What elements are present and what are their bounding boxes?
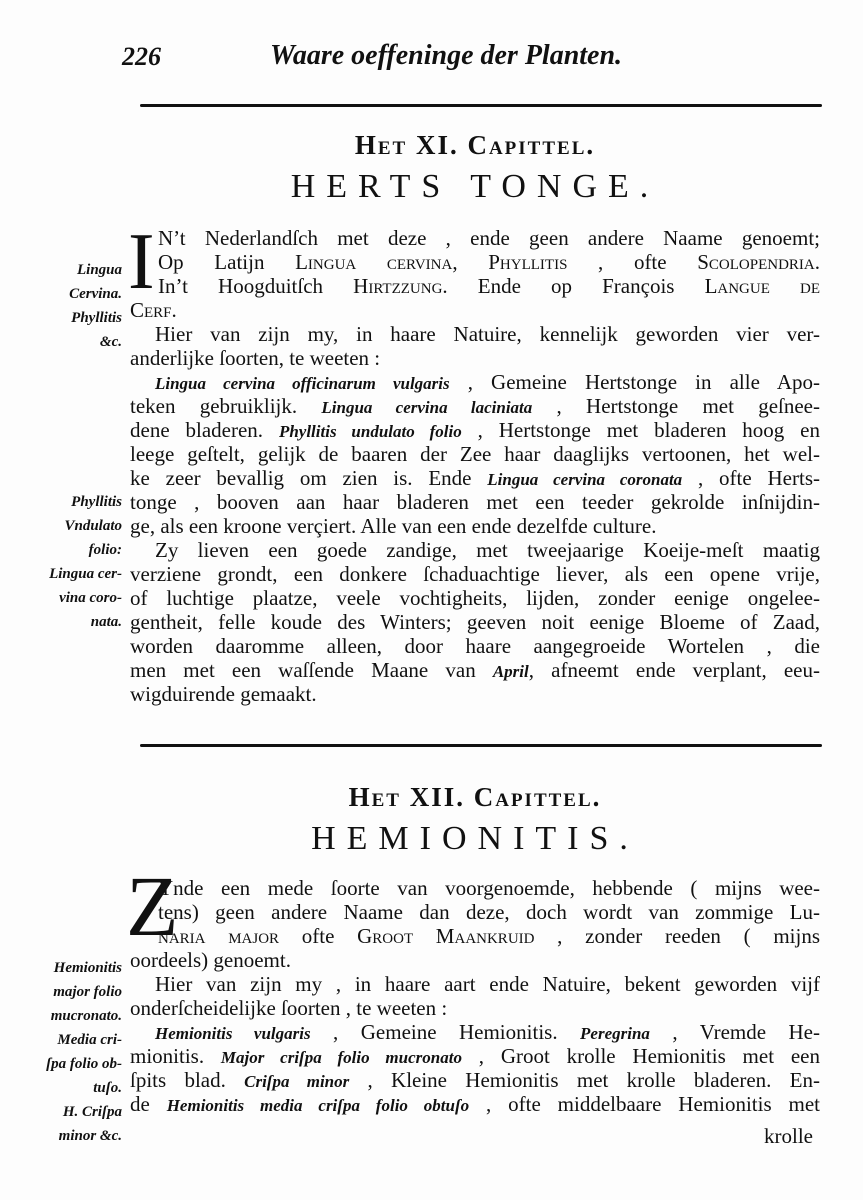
chapter-11-title: HERTS TONGE. [290, 168, 660, 205]
text-segment: verziene grondt, een donkere ſchaduachtige liever, als een opene vrije, [130, 562, 820, 586]
text-segment: of luchtige plaatze, veele vochtigheits, lijden, zonder eenige ongelee- [130, 586, 820, 610]
margin-note: Phyllitis [71, 494, 122, 510]
text-segment: Zy lieven een goede zandige, met tweejaarige Koeije-meſt maatig [155, 538, 820, 562]
chapter-11-heading: Het XI. Capittel. [354, 130, 596, 160]
text-segment: ofte [279, 924, 358, 948]
text-segment: ſpits blad. [130, 1068, 245, 1092]
text-segment: Scolopendria. [697, 250, 820, 274]
text-line [158, 250, 820, 274]
text-line [130, 346, 820, 370]
text-segment: , Vremde He- [649, 1020, 820, 1044]
running-title: Waare oeffeninge der Planten. [270, 40, 623, 71]
text-segment: Hirtzzung. [353, 274, 448, 298]
margin-note: vina coro- [59, 590, 122, 606]
text-segment: Major criſpa folio mucronato [220, 1048, 462, 1067]
text-line [130, 586, 820, 610]
text-line [130, 996, 820, 1020]
text-segment: teken gebruiklijk. [130, 394, 322, 418]
text-segment: Hemionitis vulgaris [155, 1024, 311, 1043]
text-segment: , ofte middelbaare Hemionitis met [469, 1092, 820, 1116]
text-segment: , Gemeine Hertstonge in alle Apo- [449, 370, 820, 394]
text-segment: , Groot krolle Hemionitis met een [461, 1044, 820, 1068]
text-segment: April [492, 662, 529, 681]
text-segment: ke zeer bevallig om zien is. Ende [130, 466, 488, 490]
text-line [130, 442, 820, 466]
text-segment: , Hertstonge met bladeren hoog en [461, 418, 820, 442]
text-segment: Lingua cervina coronata [487, 470, 683, 489]
text-segment: tens) geen andere Naame dan deze, doch wordt van zommige Lu- [158, 900, 820, 924]
text-line [130, 1044, 820, 1070]
text-line [130, 1068, 820, 1094]
text-segment: Phyllitis [488, 250, 568, 274]
chapter-12-title: HEMIONITIS. [311, 820, 639, 857]
text-segment: Criſpa minor [244, 1072, 350, 1091]
text-segment: , [452, 250, 489, 274]
drop-cap: Z [126, 858, 179, 954]
text-segment: N’t Nederlandſch met deze , ende geen andere Naame genoemt; [158, 226, 820, 250]
text-line [130, 514, 820, 538]
margin-note: mucronato. [50, 1008, 122, 1024]
text-segment: leege geſtelt, gelijk de baaren der Zee haar daaglijks vertoonen, het wel- [130, 442, 820, 466]
text-line [130, 1092, 820, 1118]
text-segment: , Kleine Hemionitis met krolle bladeren. En- [349, 1068, 820, 1092]
margin-note: Hemionitis [53, 960, 122, 976]
margin-note: Vndulato [64, 518, 122, 534]
margin-note: nata. [90, 614, 122, 630]
catchword: krolle [764, 1124, 813, 1148]
text-segment: mionitis. [130, 1044, 221, 1068]
text-segment: Lingua cervina laciniata [321, 398, 533, 417]
text-line [155, 370, 820, 396]
margin-note: major folio [53, 984, 122, 1000]
text-segment: gentheit, felle koude des Winters; geeven noit eenige Bloeme of Zaad, [130, 610, 820, 634]
text-segment: Hemionitis media criſpa folio obtuſo [166, 1096, 470, 1115]
text-line [130, 682, 820, 706]
text-segment: Phyllitis undulato folio [278, 422, 462, 441]
text-segment: , Gemeine Hemionitis. [310, 1020, 581, 1044]
text-segment: Hier van zijn my , in haare aart ende Natuire, bekent geworden vijf [155, 972, 820, 996]
text-segment: dene bladeren. [130, 418, 279, 442]
text-segment: Lingua cervina officinarum vulgaris [155, 374, 450, 393]
text-line [130, 298, 820, 322]
text-line [130, 418, 820, 444]
text-segment: Hier van zijn my, in haare Natuire, kennelijk geworden vier ver- [155, 322, 820, 346]
margin-note: Cervina. [69, 286, 122, 302]
margin-note: Lingua cer- [49, 566, 122, 582]
text-segment: Ynde een mede ſoorte van voorgenoemde, hebbende ( mijns wee- [158, 876, 820, 900]
margin-note: minor &c. [58, 1128, 122, 1144]
text-segment: Op Latijn [158, 250, 296, 274]
text-segment: Langue de [704, 274, 820, 298]
text-segment: Ende op François [447, 274, 705, 298]
text-segment: wigduirende gemaakt. [130, 682, 317, 706]
text-segment: worden daaromme alleen, door haare aangegroeide Wortelen , die [130, 634, 820, 658]
text-segment: onderſcheidelijke ſoorten , te weeten : [130, 996, 448, 1020]
drop-cap: I [128, 218, 155, 306]
text-line [130, 394, 820, 420]
margin-note: Media cri- [57, 1032, 122, 1048]
margin-note: tuſo. [93, 1080, 122, 1096]
margin-note: Lingua [76, 262, 122, 278]
text-segment: de [130, 1092, 167, 1116]
chapter-12-heading: Het XII. Capittel. [348, 782, 602, 812]
margin-note: H. Criſpa [62, 1104, 122, 1120]
text-line [158, 924, 820, 948]
text-segment: , Hertstonge met geſnee- [532, 394, 820, 418]
margin-note: &c. [99, 334, 122, 350]
section-rule [140, 744, 822, 747]
text-segment: Lingua cervina [295, 250, 453, 274]
text-line [130, 610, 820, 634]
text-segment: oordeels) genoemt. [130, 948, 291, 972]
text-segment: tonge , booven aan haar bladeren met een teeder gekrolde inſnijdin- [130, 490, 820, 514]
text-segment: In’t Hoogduitſch [158, 274, 354, 298]
margin-note: Phyllitis [71, 310, 122, 326]
text-line [158, 274, 820, 298]
text-segment: naria major [158, 924, 280, 948]
page-number: 226 [122, 42, 161, 71]
text-line [130, 658, 820, 684]
text-line [130, 562, 820, 586]
text-line [155, 972, 820, 996]
header-rule [140, 104, 822, 107]
text-segment: Peregrina [580, 1024, 650, 1043]
text-segment: ge, als een kroone verçiert. Alle van een ende dezelfde culture. [130, 514, 657, 538]
text-line [130, 948, 820, 972]
text-line [158, 900, 820, 924]
margin-note: ſpa folio ob- [46, 1056, 122, 1072]
text-segment: , ofte [567, 250, 698, 274]
text-line [130, 634, 820, 658]
text-segment: Groot Maankruid [357, 924, 535, 948]
text-segment: , zonder reeden ( mijns [534, 924, 821, 948]
text-line [158, 226, 820, 250]
text-line [130, 466, 820, 492]
margin-note: folio: [88, 542, 122, 558]
text-segment: men met een waſſende Maane van [130, 658, 493, 682]
text-segment: Cerf. [130, 298, 177, 322]
text-line [155, 1020, 820, 1046]
text-segment: , ofte Herts- [682, 466, 820, 490]
text-line [130, 490, 820, 514]
text-segment: , afneemt ende verplant, eeu- [528, 658, 820, 682]
text-line [158, 876, 820, 900]
text-line [155, 322, 820, 346]
text-segment: anderlijke ſoorten, te weeten : [130, 346, 381, 370]
text-line [155, 538, 820, 562]
